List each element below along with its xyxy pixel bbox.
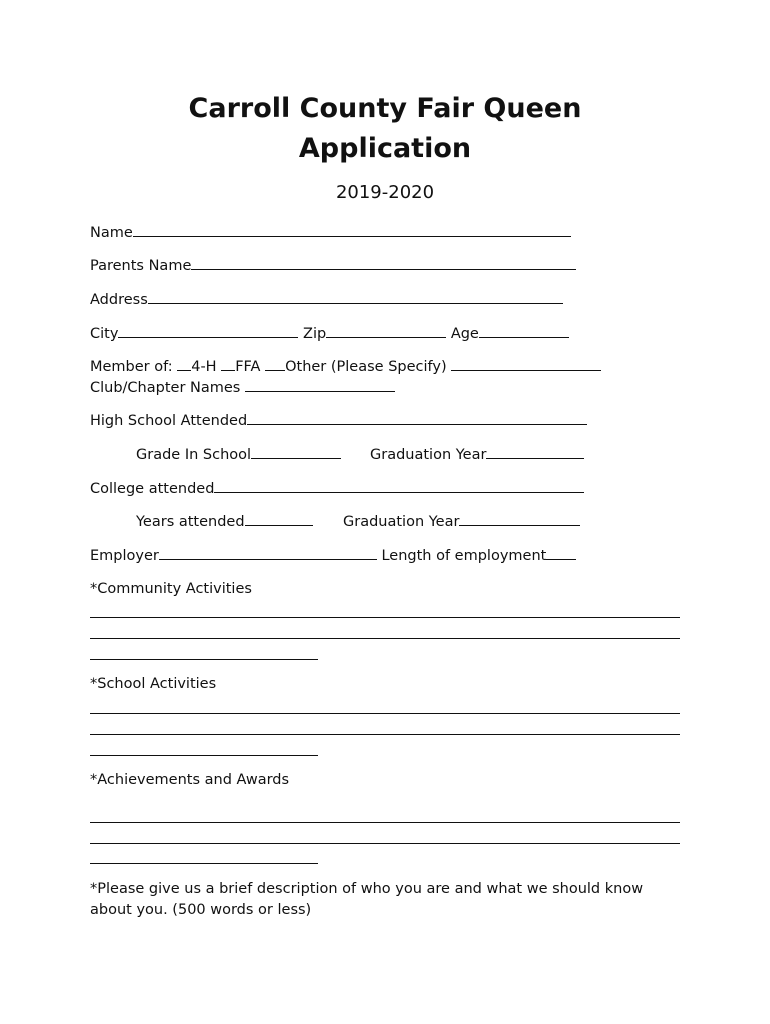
member-of-label: Member of: (90, 359, 173, 375)
school-line-3[interactable] (90, 755, 318, 756)
zip-field[interactable] (326, 323, 446, 338)
name-label: Name (90, 225, 133, 241)
college-grad-year-field[interactable] (459, 511, 580, 526)
title-line-1: Carroll County Fair Queen (188, 93, 582, 124)
grade-label: Grade In School (136, 447, 252, 463)
club-names-field[interactable] (245, 377, 395, 392)
club-names-row (90, 377, 395, 398)
achievements-line-3[interactable] (90, 863, 318, 864)
club-names-label: Club/Chapter Names (90, 380, 241, 396)
grade-field[interactable] (251, 444, 341, 459)
school-line-2[interactable] (90, 734, 680, 735)
college-label: College attended (90, 481, 215, 497)
title-line-2: Application (298, 133, 472, 164)
high-school-field[interactable] (247, 410, 587, 425)
address-label: Address (90, 292, 148, 308)
community-line-2[interactable] (90, 638, 680, 639)
college-row (90, 478, 584, 499)
ffa-blank[interactable] (221, 356, 235, 371)
parents-name-row (90, 255, 576, 276)
college-grad-year-row (343, 511, 580, 532)
form-title (0, 89, 770, 169)
achievements-line-1[interactable] (90, 822, 680, 823)
achievements-line-2[interactable] (90, 843, 680, 844)
employer-field[interactable] (159, 545, 377, 560)
other-option: Other (Please Specify) (285, 359, 447, 375)
years-attended-row (136, 511, 313, 532)
years-attended-field[interactable] (245, 511, 313, 526)
employer-label: Employer (90, 548, 159, 564)
length-employment-label: Length of employment (381, 548, 547, 564)
parents-name-label: Parents Name (90, 258, 192, 274)
name-row (90, 222, 571, 243)
hs-grad-year-row (370, 444, 584, 465)
zip-label: Zip (303, 326, 327, 342)
college-grad-year-label: Graduation Year (343, 514, 460, 530)
community-line-1[interactable] (90, 617, 680, 618)
college-field[interactable] (214, 478, 584, 493)
school-heading: *School Activities (90, 676, 217, 692)
achievements-heading: *Achievements and Awards (90, 772, 290, 788)
name-field[interactable] (133, 222, 571, 237)
ffa-option: FFA (235, 359, 261, 375)
hs-grad-year-field[interactable] (486, 444, 584, 459)
4h-option: 4-H (191, 359, 217, 375)
high-school-label: High School Attended (90, 413, 248, 429)
employer-row (90, 545, 576, 566)
age-field[interactable] (479, 323, 569, 338)
description-prompt-line-1: *Please give us a brief description of who you are and what we should know (90, 881, 644, 897)
years-attended-label: Years attended (136, 514, 245, 530)
age-label: Age (450, 326, 479, 342)
member-of-row (90, 356, 601, 377)
description-prompt-line-2: about you. (500 words or less) (90, 902, 312, 918)
form-year: 2019-2020 (335, 182, 435, 203)
4h-blank[interactable] (177, 356, 191, 371)
other-specify-field[interactable] (451, 356, 601, 371)
grade-row (136, 444, 341, 465)
address-field[interactable] (148, 289, 563, 304)
city-label: City (90, 326, 119, 342)
community-line-3[interactable] (90, 659, 318, 660)
length-employment-field[interactable] (546, 545, 576, 560)
hs-grad-year-label: Graduation Year (370, 447, 487, 463)
other-blank[interactable] (265, 356, 285, 371)
city-field[interactable] (118, 323, 298, 338)
parents-name-field[interactable] (191, 255, 576, 270)
address-row (90, 289, 563, 310)
high-school-row (90, 410, 587, 431)
school-line-1[interactable] (90, 713, 680, 714)
city-zip-age-row (90, 323, 569, 344)
community-heading: *Community Activities (90, 581, 252, 597)
